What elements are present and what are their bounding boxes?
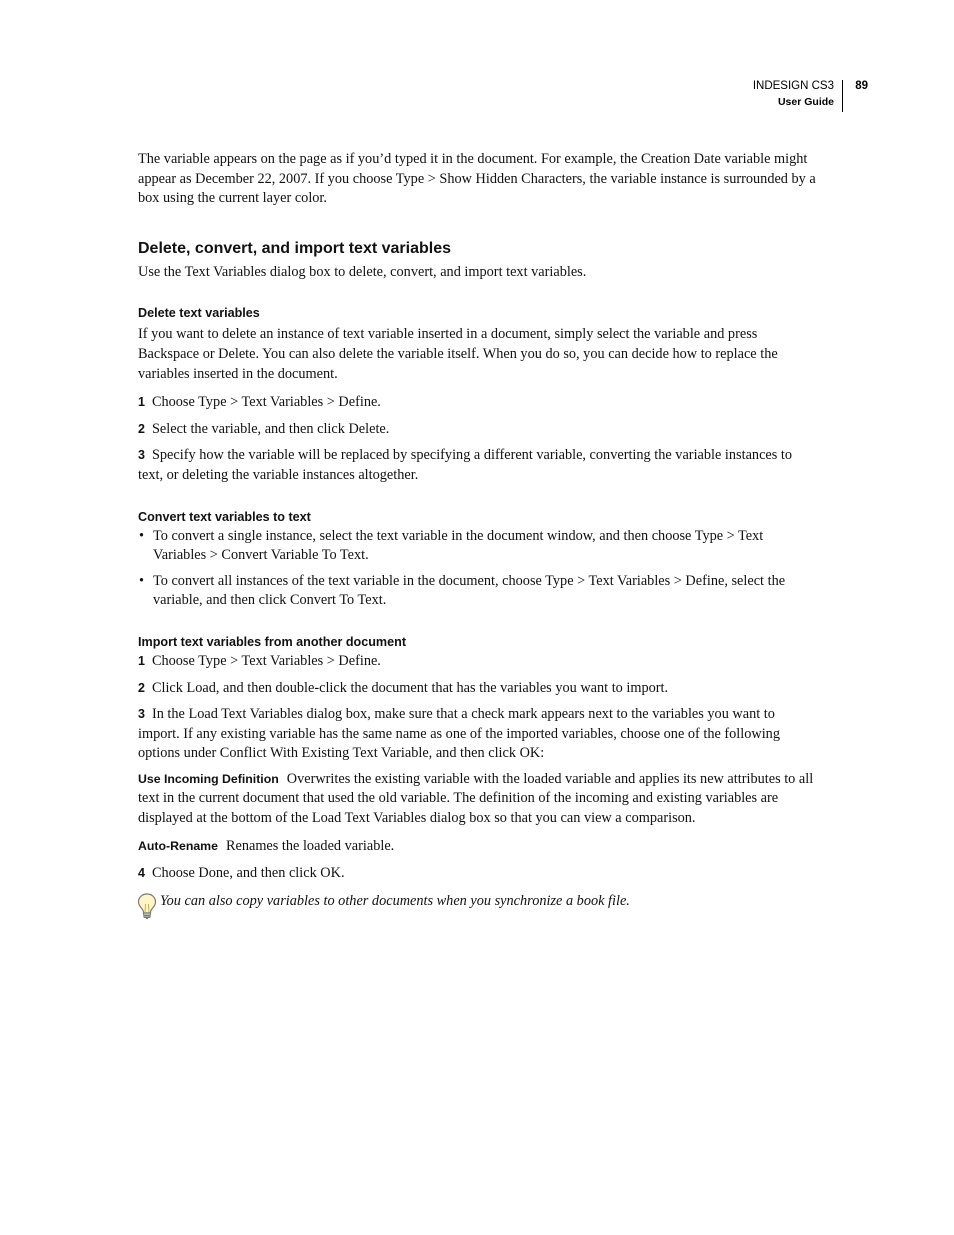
- lightbulb-icon: [136, 892, 158, 920]
- section-intro: Use the Text Variables dialog box to delete, convert, and import text variables.: [138, 263, 587, 280]
- section-heading: Delete, convert, and import text variables: [138, 239, 451, 257]
- step-number: 2: [138, 680, 145, 695]
- import-step-2: [138, 679, 816, 699]
- delete-heading: Delete text variables: [138, 306, 260, 321]
- option-use-incoming-definition: [138, 770, 816, 829]
- delete-paragraph: If you want to delete an instance of text variable inserted in a document, simply select the variable and press Backspace or Delete. You can also delete the variable itself. When you do so, you can decide how to replace the variables inserted in the document.: [138, 326, 778, 382]
- step-text: Choose Type > Text Variables > Define.: [151, 652, 381, 669]
- header-divider: [842, 80, 843, 112]
- bullet-text: To convert all instances of the text variable in the document, choose Type > Text Variables > Define, select the variable, and then click Convert To Text.: [153, 572, 786, 609]
- import-step-1: [138, 652, 816, 672]
- step-text: Select the variable, and then click Delete.: [151, 420, 390, 437]
- step-number: 1: [138, 653, 145, 668]
- header-product: INDESIGN CS3: [752, 80, 834, 92]
- step-number: 2: [138, 421, 145, 436]
- page-body: [138, 150, 816, 911]
- bullet-text: To convert a single instance, select the text variable in the document window, and then choose Type > Text Variables > Convert Variable To Text.: [153, 527, 764, 564]
- intro-paragraph: The variable appears on the page as if you’d typed it in the document. For example, the Creation Date variable might appear as December 22, 2007. If you choose Type > Show Hidden Characters, the variable instance is surrounded by a box using the current layer color.: [138, 151, 816, 207]
- step-text: In the Load Text Variables dialog box, make sure that a check mark appears next to the variables you want to import. If any existing variable has the same name as one of the imported variables, choose one of the following options under Conflict With Existing Text Variable, and then click OK:: [138, 706, 780, 762]
- convert-heading: Convert text variables to text: [138, 509, 311, 524]
- step-number: 1: [138, 395, 145, 410]
- option-term: Auto-Rename: [138, 838, 218, 853]
- step-number: 3: [138, 707, 145, 722]
- step-number: 3: [138, 448, 145, 463]
- delete-step-1: [138, 393, 816, 413]
- import-step-3: [138, 705, 816, 764]
- page-number: 89: [855, 80, 868, 92]
- convert-bullet-2: [138, 572, 816, 611]
- import-step-4: [138, 864, 816, 884]
- tip-text: You can also copy variables to other documents when you synchronize a book file.: [160, 892, 630, 909]
- running-header: [752, 78, 868, 110]
- step-text: Choose Type > Text Variables > Define.: [151, 394, 381, 411]
- step-text: Specify how the variable will be replaced by specifying a different variable, converting the variable instances to text, or deleting the variable instances altogether.: [138, 447, 793, 483]
- delete-step-3: [138, 446, 816, 485]
- step-number: 4: [138, 866, 145, 881]
- option-auto-rename: [138, 837, 816, 857]
- option-text: Overwrites the existing variable with the loaded variable and applies its new attributes to all text in the current document that used the old variable. The definition of the incoming and existing variables are displayed at the bottom of the Load Text Variables dialog box so that you can view a comparison.: [138, 770, 814, 827]
- import-heading: Import text variables from another document: [138, 634, 407, 649]
- option-text: Renames the loaded variable.: [225, 837, 395, 854]
- step-text: Click Load, and then double-click the document that has the variables you want to import.: [151, 679, 669, 696]
- convert-bullet-1: [138, 527, 816, 566]
- header-guide: User Guide: [777, 96, 834, 108]
- option-term: Use Incoming Definition: [138, 771, 279, 786]
- step-text: Choose Done, and then click OK.: [151, 865, 345, 882]
- bullet-symbol: •: [139, 572, 145, 589]
- delete-step-2: [138, 420, 816, 440]
- bullet-symbol: •: [139, 527, 145, 544]
- tip-note: [138, 892, 816, 912]
